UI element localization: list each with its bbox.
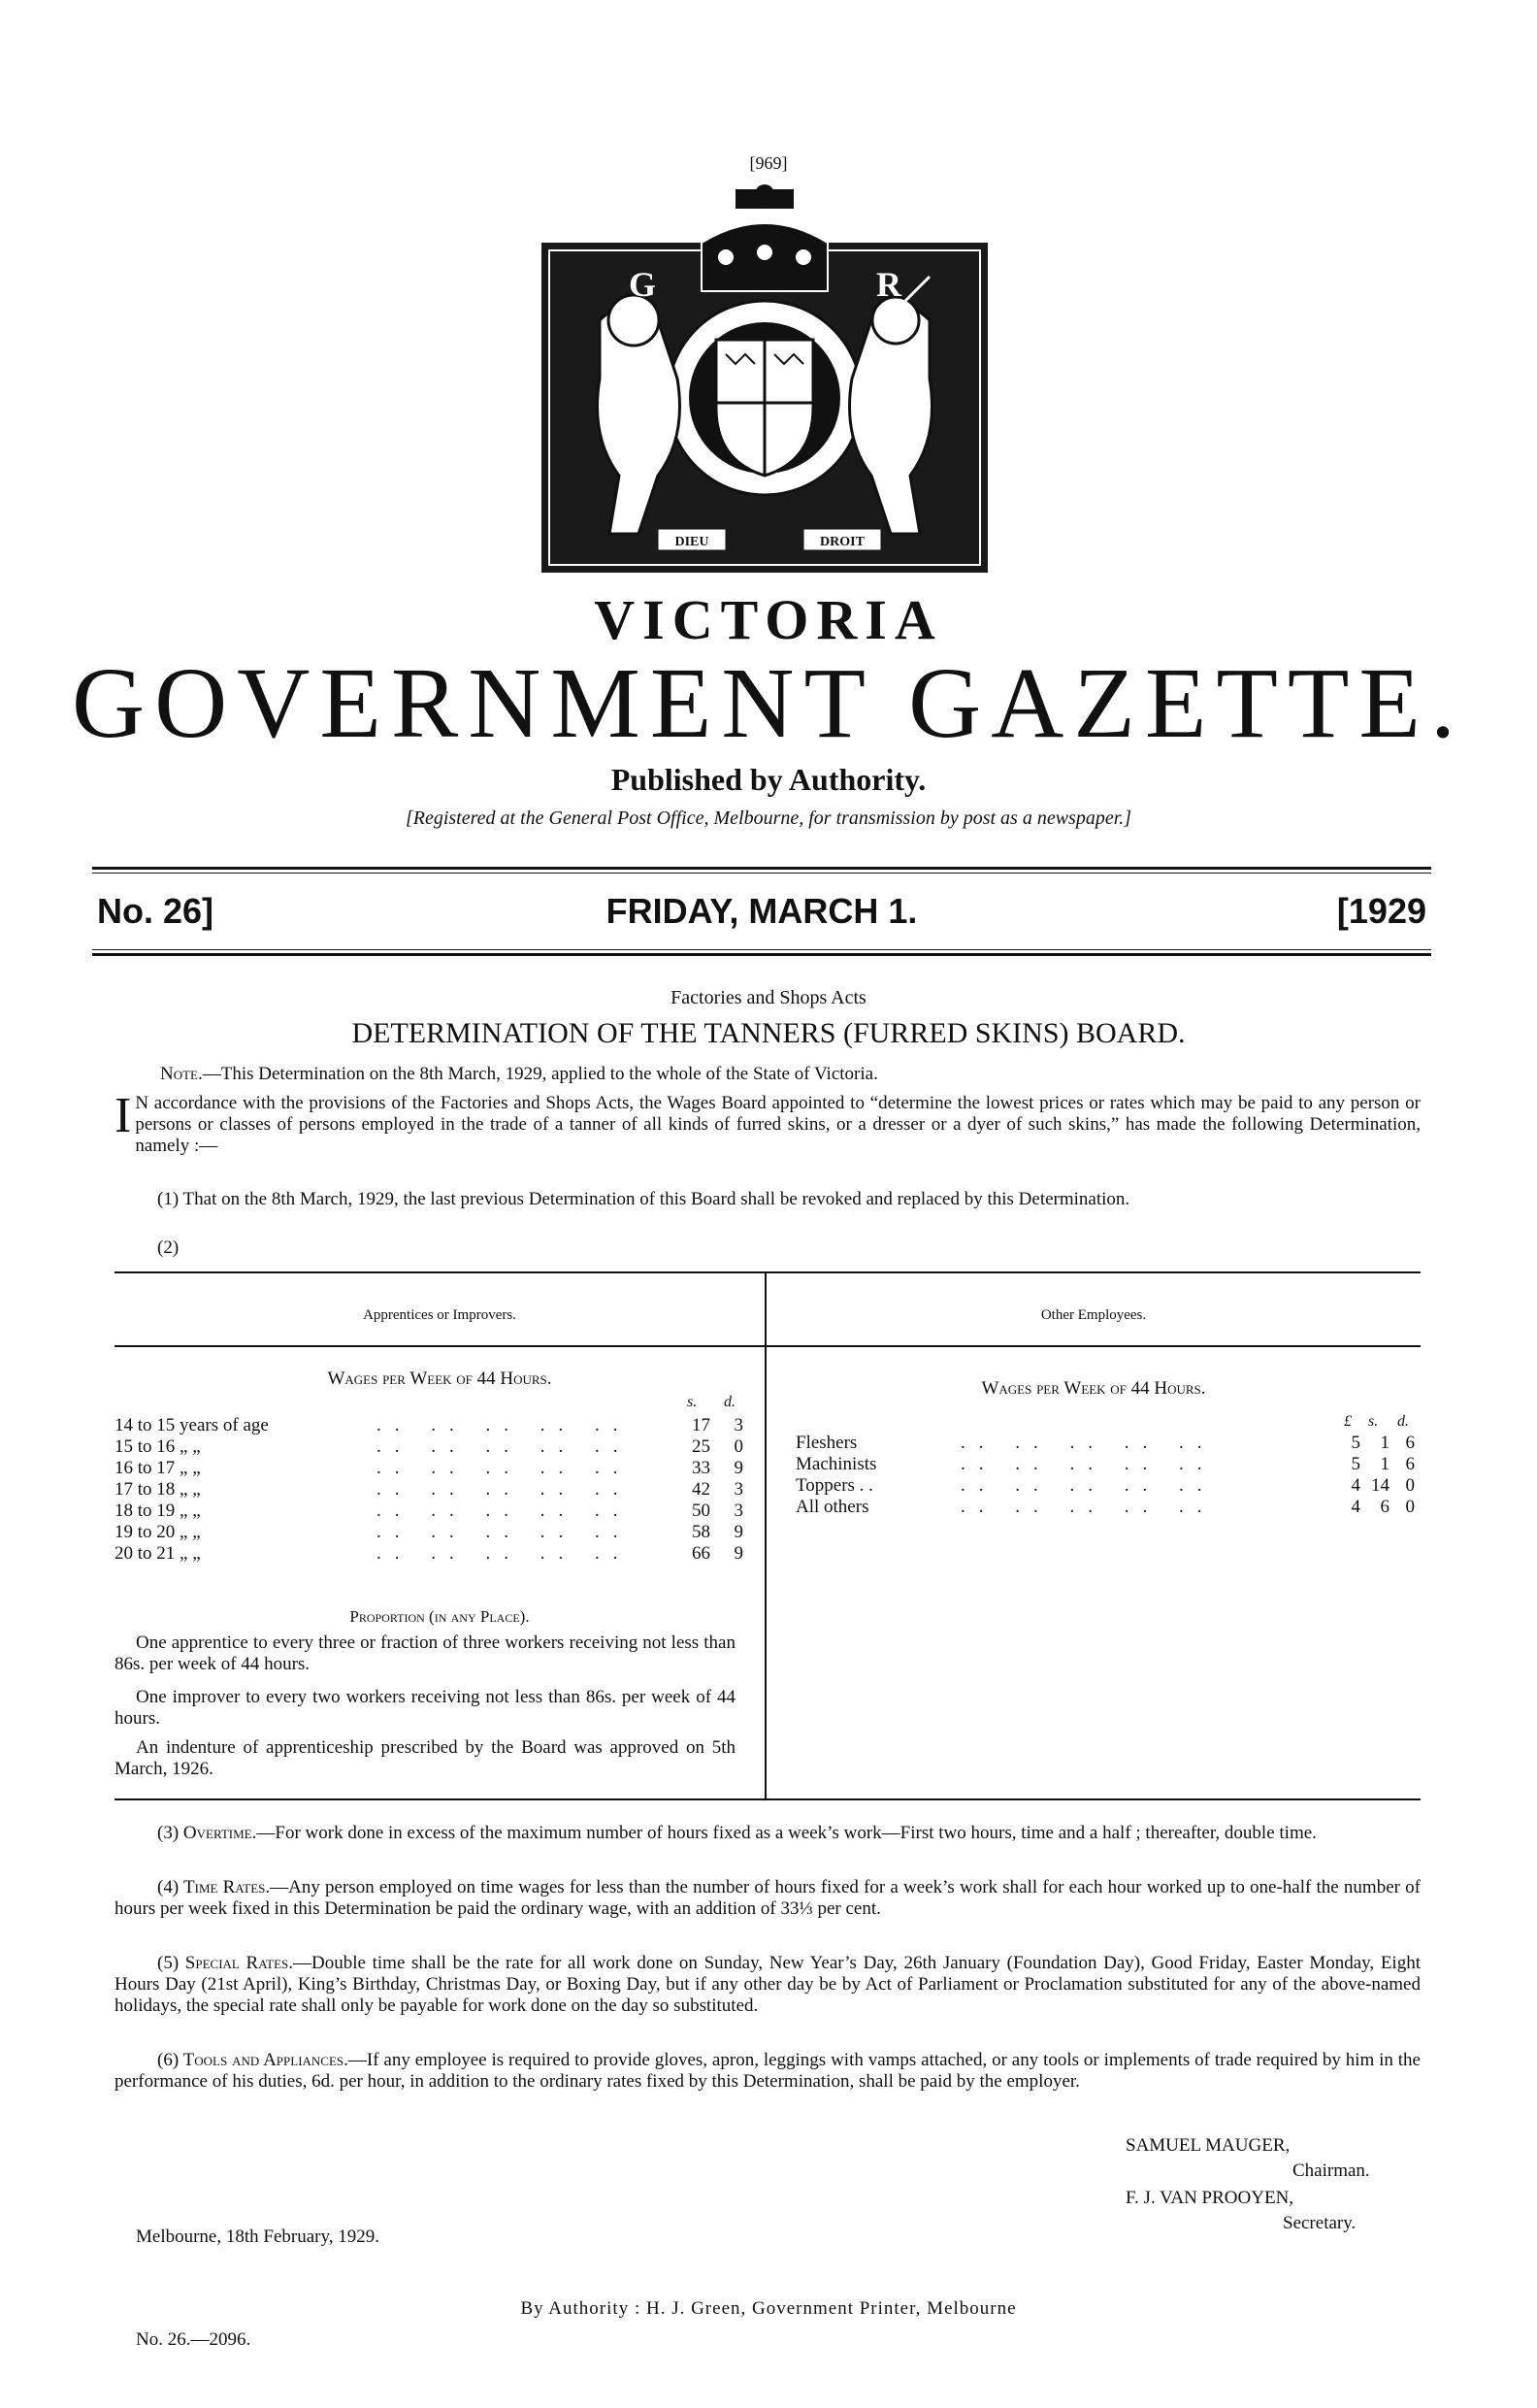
proportion-improver: One improver to every two workers receiving not less than 86s. per week of 44 hours. (114, 1687, 736, 1729)
apprentice-shillings: 66 (692, 1543, 710, 1564)
leader-dots: .. .. .. .. .. (376, 1415, 632, 1435)
motto-right: DROIT (820, 535, 865, 549)
clause-3-label: (3) Overtime. (157, 1823, 257, 1843)
printer-imprint: By Authority : H. J. Green, Government Printer, Melbourne (520, 2298, 1017, 2319)
apprentice-shillings: 33 (692, 1458, 710, 1478)
masthead-title: GOVERNMENT GAZETTE. (72, 647, 1465, 759)
apprentice-shillings: 58 (692, 1522, 710, 1542)
leader-dots: .. .. .. .. .. (961, 1433, 1216, 1453)
clause-5 (114, 1953, 1421, 2017)
clause-5-label: (5) Special Rates. (157, 1953, 294, 1973)
apprentice-pence: 9 (734, 1522, 743, 1542)
employee-pounds: 4 (1351, 1475, 1360, 1496)
table-divider (765, 1271, 767, 1800)
top-rule-thin (92, 873, 1431, 874)
note-text: —This Determination on the 8th March, 1929, applied to the whole of the State of Victoria. (202, 1064, 878, 1084)
apprentice-shillings: 42 (692, 1479, 710, 1500)
cipher-left: G (629, 265, 657, 304)
determination-title: DETERMINATION OF THE TANNERS (FURRED SKINS) BOARD. (351, 1017, 1186, 1049)
print-number: No. 26.—2096. (136, 2329, 251, 2350)
employee-class: All others (796, 1497, 869, 1517)
apprentice-pence: 9 (734, 1458, 743, 1478)
leader-dots: .. .. .. .. .. (376, 1522, 632, 1542)
bottom-rule-thin (92, 949, 1431, 950)
leader-dots: .. .. .. .. .. (376, 1501, 632, 1521)
apprentice-age: 14 to 15 years of age (114, 1415, 269, 1435)
apprentice-age: 18 to 19 „ „ (114, 1501, 201, 1521)
apprentice-pence: 0 (734, 1436, 743, 1457)
intro-paragraph (114, 1088, 1421, 1157)
masthead-state: VICTORIA (594, 588, 943, 651)
registration-notice: [Registered at the General Post Office, Melbourne, for transmission by post as a newspaper.] (405, 808, 1132, 829)
signatory-2-title: Secretary. (1283, 2213, 1357, 2233)
clause-4 (114, 1877, 1421, 1920)
clause-3 (114, 1823, 1421, 1844)
issue-number: No. 26] (97, 891, 214, 931)
employee-pounds: 5 (1351, 1454, 1360, 1474)
signatory-1-name: SAMUEL MAUGER, (1126, 2135, 1291, 2156)
employee-class: Machinists (796, 1454, 877, 1474)
left-wages-heading: Wages per Week of 44 Hours. (327, 1369, 552, 1389)
leader-dots: .. .. .. .. .. (376, 1458, 632, 1478)
apprentice-age: 15 to 16 „ „ (114, 1436, 201, 1457)
employee-pence: 0 (1405, 1497, 1415, 1517)
right-unit-d: d. (1397, 1413, 1409, 1430)
clause-2-label: (2) (157, 1237, 180, 1258)
employee-shillings: 1 (1380, 1454, 1390, 1474)
wages-table (114, 1271, 1421, 1800)
left-unit-s: s. (687, 1394, 698, 1410)
employee-shillings: 14 (1371, 1475, 1390, 1496)
table-bottom-rule (114, 1798, 1421, 1800)
apprentice-shillings: 17 (692, 1415, 710, 1435)
table-top-rule (114, 1271, 1421, 1273)
published-by-authority: Published by Authority. (610, 762, 927, 797)
employee-pence: 6 (1405, 1433, 1415, 1453)
top-rule (92, 867, 1431, 870)
issue-year: [1929 (1336, 891, 1426, 931)
cipher-right: R (876, 265, 901, 304)
apprentice-shillings: 50 (692, 1501, 710, 1521)
proportion-indenture: An indenture of apprenticeship prescribed by the Board was approved on 5th March, 1926. (114, 1737, 736, 1779)
signatory-2-name: F. J. VAN PROOYEN, (1126, 2188, 1294, 2208)
employee-class: Toppers . . (796, 1475, 873, 1496)
note (160, 1064, 878, 1085)
clause-6 (114, 2050, 1421, 2093)
acts-heading: Factories and Shops Acts (670, 987, 867, 1008)
leader-dots: .. .. .. .. .. (376, 1543, 632, 1564)
proportion-heading: Proportion (in any Place). (349, 1607, 530, 1626)
motto-left: DIEU (674, 535, 709, 549)
employee-pounds: 4 (1351, 1497, 1360, 1517)
right-header: Other Employees. (1040, 1307, 1147, 1323)
clause-4-text: —Any person employed on time wages for less than the number of hours fixed for a week’s work shall for each hour worked up to one-half the number of hours per week fixed in this Determination be paid the ordinary wage, with an addition of 33⅓ per cent. (114, 1877, 1421, 1919)
employee-pence: 0 (1405, 1475, 1415, 1496)
proportion-apprentice: One apprentice to every three or fraction of three workers receiving not less than 86s. per week of 44 hours. (114, 1633, 736, 1674)
issue-date: FRIDAY, MARCH 1. (605, 891, 918, 931)
employee-shillings: 1 (1380, 1433, 1390, 1453)
clause-6-label: (6) Tools and Appliances. (157, 2050, 348, 2070)
apprentice-shillings: 25 (692, 1436, 710, 1457)
left-unit-d: d. (724, 1394, 736, 1410)
leader-dots: .. .. .. .. .. (961, 1475, 1216, 1496)
clause-3-text: —For work done in excess of the maximum number of hours fixed as a week’s work—First two hours, time and a half ; thereafter, double time. (256, 1823, 1317, 1843)
clause-6-text: —If any employee is required to provide gloves, apron, leggings with vamps attached, or any tools or implements of trade required by him in the performance of his duties, 6d. per hour, in addition to the ordinary rates fixed by this Determination, shall be paid by the employer. (114, 2050, 1421, 2092)
right-unit-s: s. (1368, 1413, 1379, 1430)
clause-1: (1) That on the 8th March, 1929, the last previous Determination of this Board shall be revoked and replaced by this Determination. (157, 1189, 1130, 1209)
apprentice-age: 19 to 20 „ „ (114, 1522, 201, 1542)
right-wages-heading: Wages per Week of 44 Hours. (981, 1378, 1206, 1399)
coat-of-arms-icon (541, 184, 988, 573)
leader-dots: .. .. .. .. .. (961, 1497, 1216, 1517)
apprentice-pence: 3 (734, 1501, 743, 1521)
employee-class: Fleshers (796, 1433, 858, 1453)
page-number: [969] (749, 153, 788, 173)
employee-pence: 6 (1405, 1454, 1415, 1474)
employee-shillings: 6 (1380, 1497, 1390, 1517)
apprentice-age: 16 to 17 „ „ (114, 1458, 201, 1478)
left-header: Apprentices or Improvers. (363, 1307, 516, 1323)
table-header-rule (114, 1345, 1421, 1347)
leader-dots: .. .. .. .. .. (961, 1454, 1216, 1474)
signatory-1-title: Chairman. (1292, 2161, 1370, 2181)
intro-text: N accordance with the provisions of the Factories and Shops Acts, the Wages Board appointed to “determine the lowest prices or rates which may be paid to any person or persons or classes of persons employed in the trade of a tanner of all kinds of furred skins, or a dresser or a dyer of such skins,” has made the following Determination, namely :— (135, 1093, 1421, 1156)
apprentice-pence: 9 (734, 1543, 743, 1564)
apprentice-pence: 3 (734, 1479, 743, 1500)
leader-dots: .. .. .. .. .. (376, 1436, 632, 1457)
bottom-rule (92, 953, 1431, 956)
leader-dots: .. .. .. .. .. (376, 1479, 632, 1500)
right-unit-l: £ (1344, 1413, 1352, 1430)
employee-pounds: 5 (1351, 1433, 1360, 1453)
apprentice-pence: 3 (734, 1415, 743, 1435)
clause-5-text: —Double time shall be the rate for all work done on Sunday, New Year’s Day, 26th January (Foundation Day), Good Friday, Easter Monday, Eight Hours Day (21st April), King’s Birthday, Christmas Day, or Boxing Day, but if any other day be by Act of Parliament or Proclamation substituted for any of the above-named holidays, the special rate shall only be payable for work done on the day so substituted. (114, 1953, 1421, 2016)
dropcap: I (114, 1088, 132, 1143)
apprentice-age: 17 to 18 „ „ (114, 1479, 201, 1500)
place-date: Melbourne, 18th February, 1929. (136, 2227, 379, 2247)
clause-4-label: (4) Time Rates. (157, 1877, 271, 1897)
note-label: Note. (160, 1064, 203, 1084)
apprentice-age: 20 to 21 „ „ (114, 1543, 201, 1564)
